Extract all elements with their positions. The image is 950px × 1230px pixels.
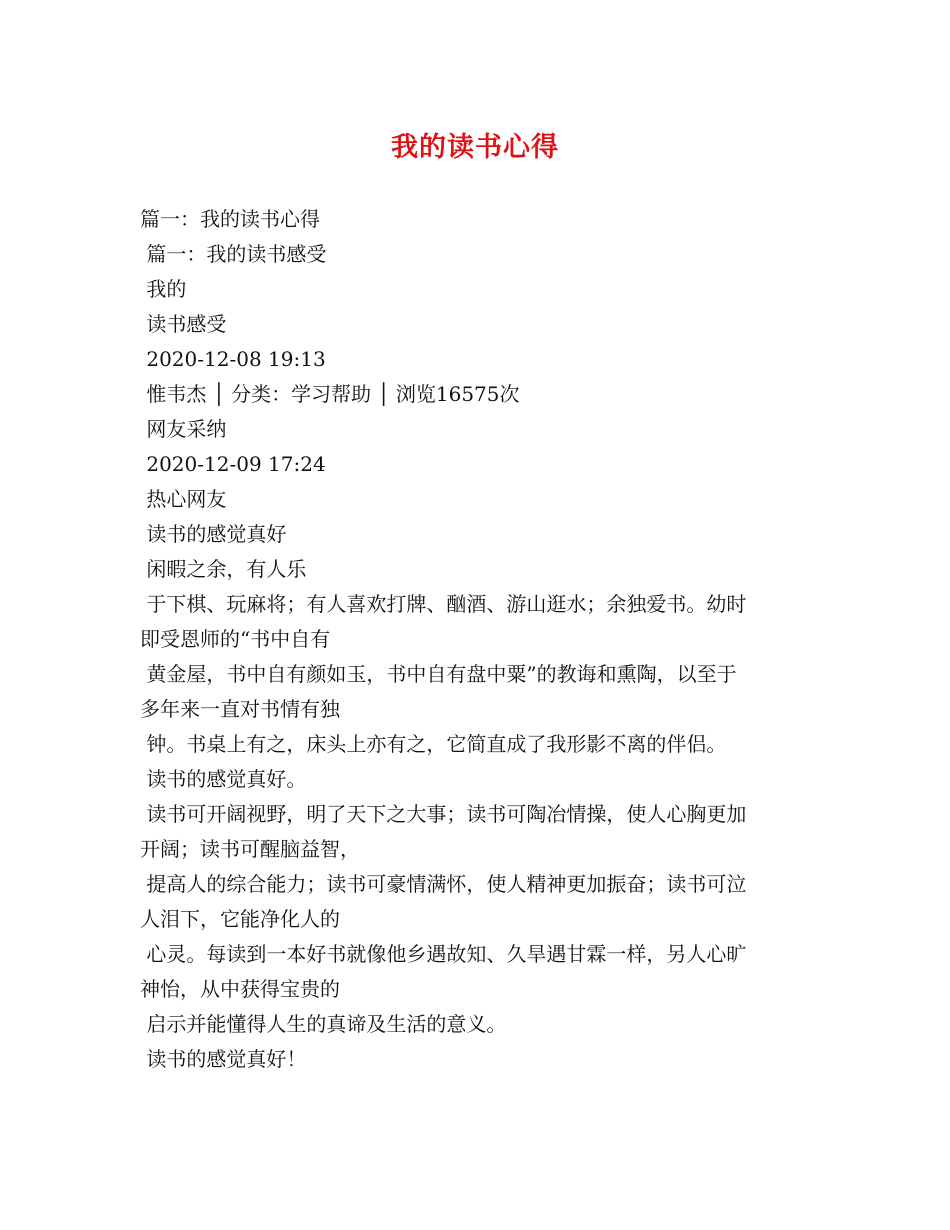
text-line: 读书的感觉真好。 bbox=[140, 767, 307, 791]
text-line: 我的 bbox=[140, 277, 187, 301]
text-line: 闲暇之余，有人乐 bbox=[140, 557, 307, 581]
text-line: 多年来一直对书情有独 bbox=[140, 697, 340, 721]
text-line: 篇一：我的读书心得 bbox=[140, 207, 320, 231]
text-line: 读书感受 bbox=[140, 312, 227, 336]
document-body bbox=[140, 202, 820, 1077]
text-line: 于下棋、玩麻将；有人喜欢打牌、酗酒、游山逛水；余独爱书。幼时 bbox=[140, 592, 747, 616]
text-line: 人泪下，它能净化人的 bbox=[140, 907, 340, 931]
text-line: 心灵。每读到一本好书就像他乡遇故知、久旱遇甘霖一样，另人心旷 bbox=[140, 942, 747, 966]
text-line: 神怡，从中获得宝贵的 bbox=[140, 977, 340, 1001]
document-title: 我的读书心得 bbox=[391, 132, 559, 163]
text-line: 开阔；读书可醒脑益智， bbox=[140, 837, 360, 861]
text-line: 2020-12-09 17:24 bbox=[140, 452, 326, 476]
text-line: 启示并能懂得人生的真谛及生活的意义。 bbox=[140, 1012, 507, 1036]
text-line: 读书可开阔视野，明了天下之大事；读书可陶冶情操，使人心胸更加 bbox=[140, 802, 747, 826]
text-line: 热心网友 bbox=[140, 487, 227, 511]
text-line: 读书的感觉真好 bbox=[140, 522, 287, 546]
text-line: 读书的感觉真好！ bbox=[140, 1047, 307, 1071]
text-line: 网友采纳 bbox=[140, 417, 227, 441]
text-line: 黄金屋，书中自有颜如玉，书中自有盘中粟”的教诲和熏陶，以至于 bbox=[140, 662, 737, 686]
text-line: 篇一：我的读书感受 bbox=[140, 242, 327, 266]
text-line: 钟。书桌上有之，床头上亦有之，它简直成了我形影不离的伴侣。 bbox=[140, 732, 727, 756]
text-line: 惟韦杰 │ 分类：学习帮助 │ 浏览16575次 bbox=[140, 382, 520, 406]
text-line: 2020-12-08 19:13 bbox=[140, 347, 326, 371]
text-line: 即受恩师的“书中自有 bbox=[140, 627, 331, 651]
text-line: 提高人的综合能力；读书可豪情满怀，使人精神更加振奋；读书可泣 bbox=[140, 872, 747, 896]
